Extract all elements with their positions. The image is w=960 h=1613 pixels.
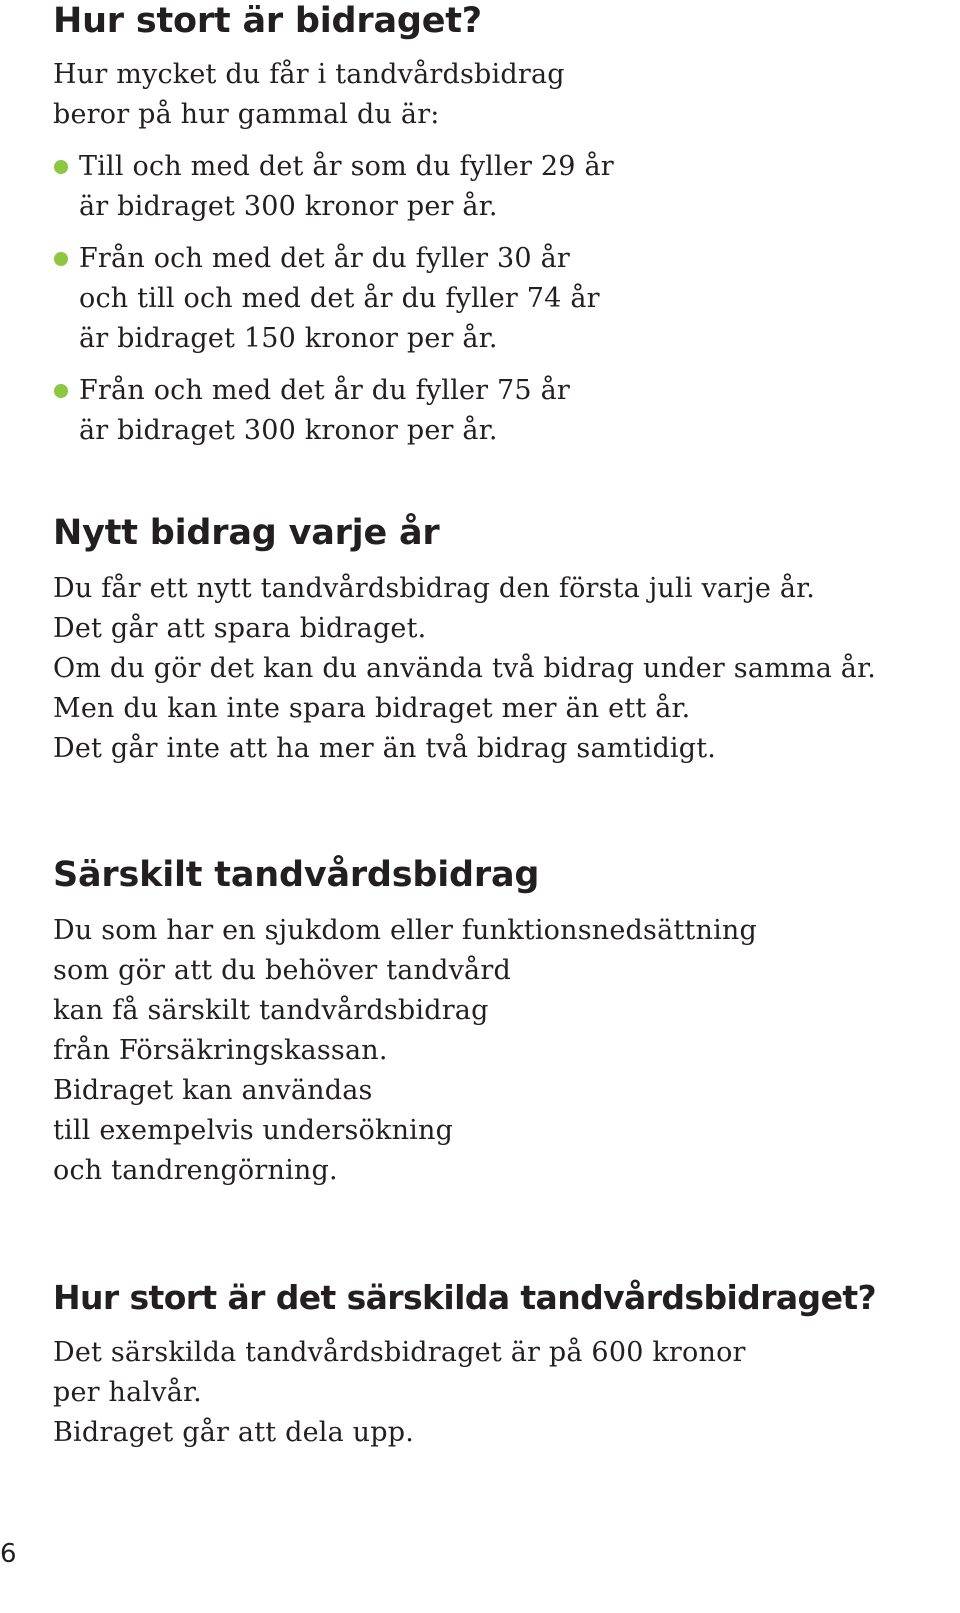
body-line: som gör att du behöver tandvård bbox=[53, 955, 511, 986]
bullet-dot-icon bbox=[54, 384, 68, 398]
body-line: kan få särskilt tandvårdsbidrag bbox=[53, 995, 489, 1026]
body-line: Bidraget kan användas bbox=[53, 1075, 373, 1106]
page-number: 6 bbox=[0, 1539, 17, 1569]
body-line: från Försäkringskassan. bbox=[53, 1035, 388, 1066]
list-item-line: är bidraget 300 kronor per år. bbox=[79, 415, 498, 446]
bullet-dot-icon bbox=[54, 160, 68, 174]
intro-line: Hur mycket du får i tandvårdsbidrag bbox=[53, 59, 565, 90]
section-heading-sarskilt-bidrag: Särskilt tandvårdsbidrag bbox=[53, 855, 540, 895]
intro-line: beror på hur gammal du är: bbox=[53, 99, 440, 130]
section-heading-bidragets-storlek: Hur stort är bidraget? bbox=[53, 1, 482, 41]
body-line: Bidraget går att dela upp. bbox=[53, 1417, 415, 1448]
list-item bbox=[53, 239, 614, 359]
list-item-line: är bidraget 150 kronor per år. bbox=[79, 323, 498, 354]
body-line: och tandrengörning. bbox=[53, 1155, 338, 1186]
section4-body bbox=[53, 1333, 746, 1453]
age-bracket-list bbox=[53, 147, 614, 463]
section3-body bbox=[53, 911, 757, 1191]
body-line: Det särskilda tandvårdsbidraget är på 600 kronor bbox=[53, 1337, 746, 1368]
list-item-line: Till och med det år som du fyller 29 år bbox=[79, 151, 614, 182]
body-line: per halvår. bbox=[53, 1377, 202, 1408]
section-heading-nytt-bidrag: Nytt bidrag varje år bbox=[53, 513, 440, 553]
list-item-line: Från och med det år du fyller 30 år bbox=[79, 243, 570, 274]
list-item-line: och till och med det år du fyller 74 år bbox=[79, 283, 600, 314]
list-item bbox=[53, 147, 614, 227]
body-line: Men du kan inte spara bidraget mer än ett år. bbox=[53, 693, 691, 724]
list-item-line: Från och med det år du fyller 75 år bbox=[79, 375, 570, 406]
body-line: Om du gör det kan du använda två bidrag under samma år. bbox=[53, 653, 877, 684]
section1-intro bbox=[53, 55, 565, 135]
body-line: Det går inte att ha mer än två bidrag samtidigt. bbox=[53, 733, 717, 764]
list-item-line: är bidraget 300 kronor per år. bbox=[79, 191, 498, 222]
section-heading-sarskilda-bidragets-storlek: Hur stort är det särskilda tandvårdsbidraget? bbox=[53, 1278, 877, 1317]
body-line: Du som har en sjukdom eller funktionsnedsättning bbox=[53, 915, 757, 946]
body-line: Du får ett nytt tandvårdsbidrag den första juli varje år. bbox=[53, 573, 816, 604]
body-line: Det går att spara bidraget. bbox=[53, 613, 427, 644]
list-item bbox=[53, 371, 614, 451]
body-line: till exempelvis undersökning bbox=[53, 1115, 454, 1146]
bullet-dot-icon bbox=[54, 252, 68, 266]
section2-body bbox=[53, 569, 876, 769]
